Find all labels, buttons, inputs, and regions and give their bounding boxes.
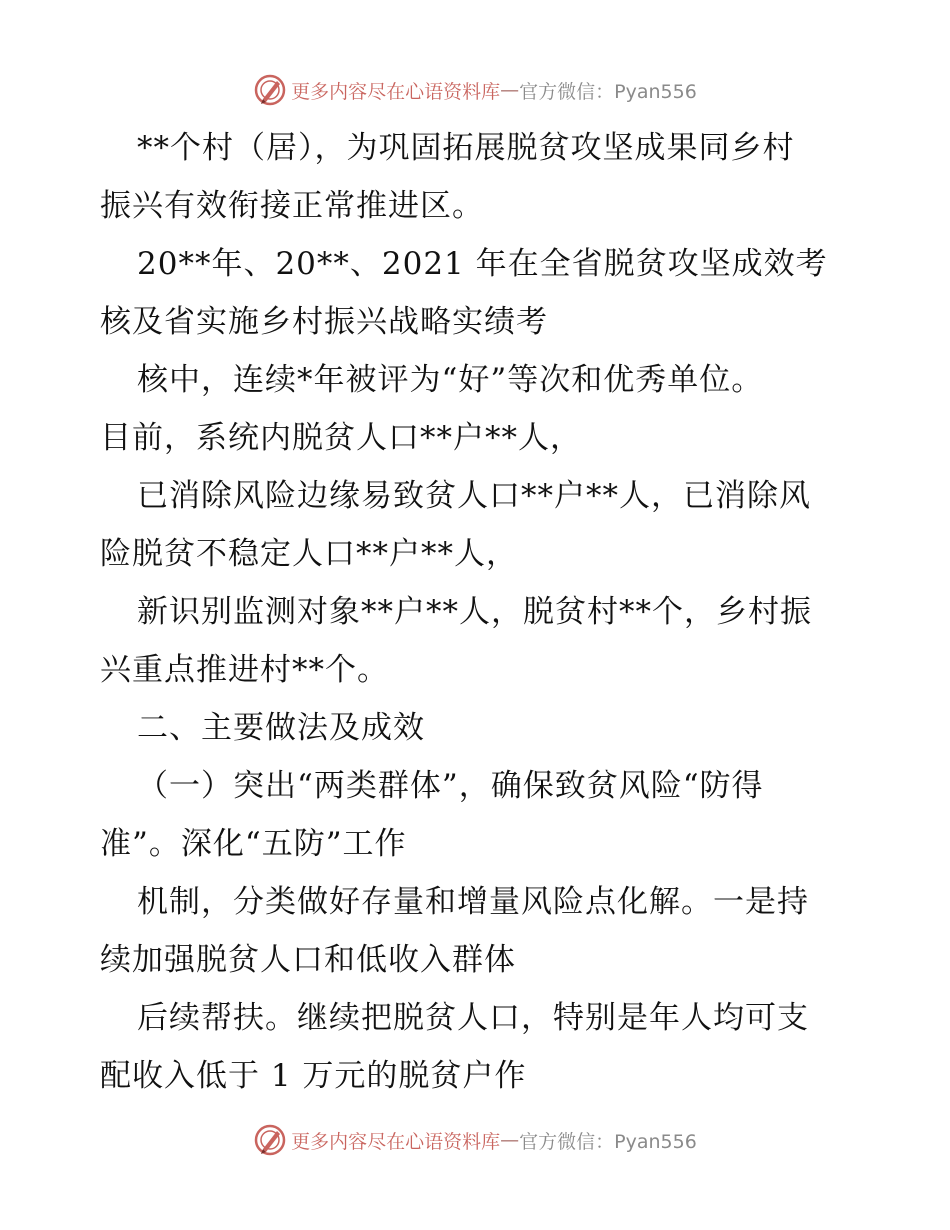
text-line: 险脱贫不稳定人口**户**人， [100, 536, 518, 572]
text-line: 兴重点推进村**个。 [100, 652, 389, 688]
watermark-dash: — [500, 79, 520, 101]
watermark-banner-bottom [0, 1120, 950, 1160]
text-line: 续加强脱贫人口和低收入群体 [100, 942, 516, 978]
watermark-dash: — [500, 1129, 520, 1151]
text-line: （一）突出“两类群体”，确保致贫风险“防得 [137, 768, 764, 804]
pen-seal-logo-icon [253, 1123, 287, 1157]
text-line: 20**年、20**、2021 年在全省脱贫攻坚成效考 [137, 246, 828, 282]
watermark-site-name: 更多内容尽在心语资料库 [291, 1130, 501, 1153]
text-line: 核及省实施乡村振兴战略实绩考 [100, 304, 548, 340]
text-line: **个村（居），为巩固拓展脱贫攻坚成果同乡村 [137, 130, 795, 166]
section-heading: 二、主要做法及成效 [137, 710, 425, 746]
text-line: 已消除风险边缘易致贫人口**户**人，已消除风 [137, 478, 811, 514]
watermark-wechat: 官方微信：Pyan556 [519, 1130, 697, 1153]
text-line: 振兴有效衔接正常推进区。 [100, 188, 484, 224]
text-line: 新识别监测对象**户**人，脱贫村**个，乡村振 [137, 594, 812, 630]
watermark-site-name: 更多内容尽在心语资料库 [291, 80, 501, 103]
text-line: 准”。深化“五防”工作 [100, 826, 407, 862]
text-line: 机制，分类做好存量和增量风险点化解。一是持 [137, 884, 809, 920]
pen-seal-logo-icon [253, 73, 287, 107]
text-line: 后续帮扶。继续把脱贫人口，特别是年人均可支 [137, 1000, 809, 1036]
watermark-banner-top [0, 70, 950, 110]
text-line: 目前，系统内脱贫人口**户**人， [100, 420, 582, 456]
text-line: 核中，连续*年被评为“好”等次和优秀单位。 [137, 362, 764, 398]
text-line: 配收入低于 1 万元的脱贫户作 [100, 1058, 527, 1094]
watermark-wechat: 官方微信：Pyan556 [519, 80, 697, 103]
